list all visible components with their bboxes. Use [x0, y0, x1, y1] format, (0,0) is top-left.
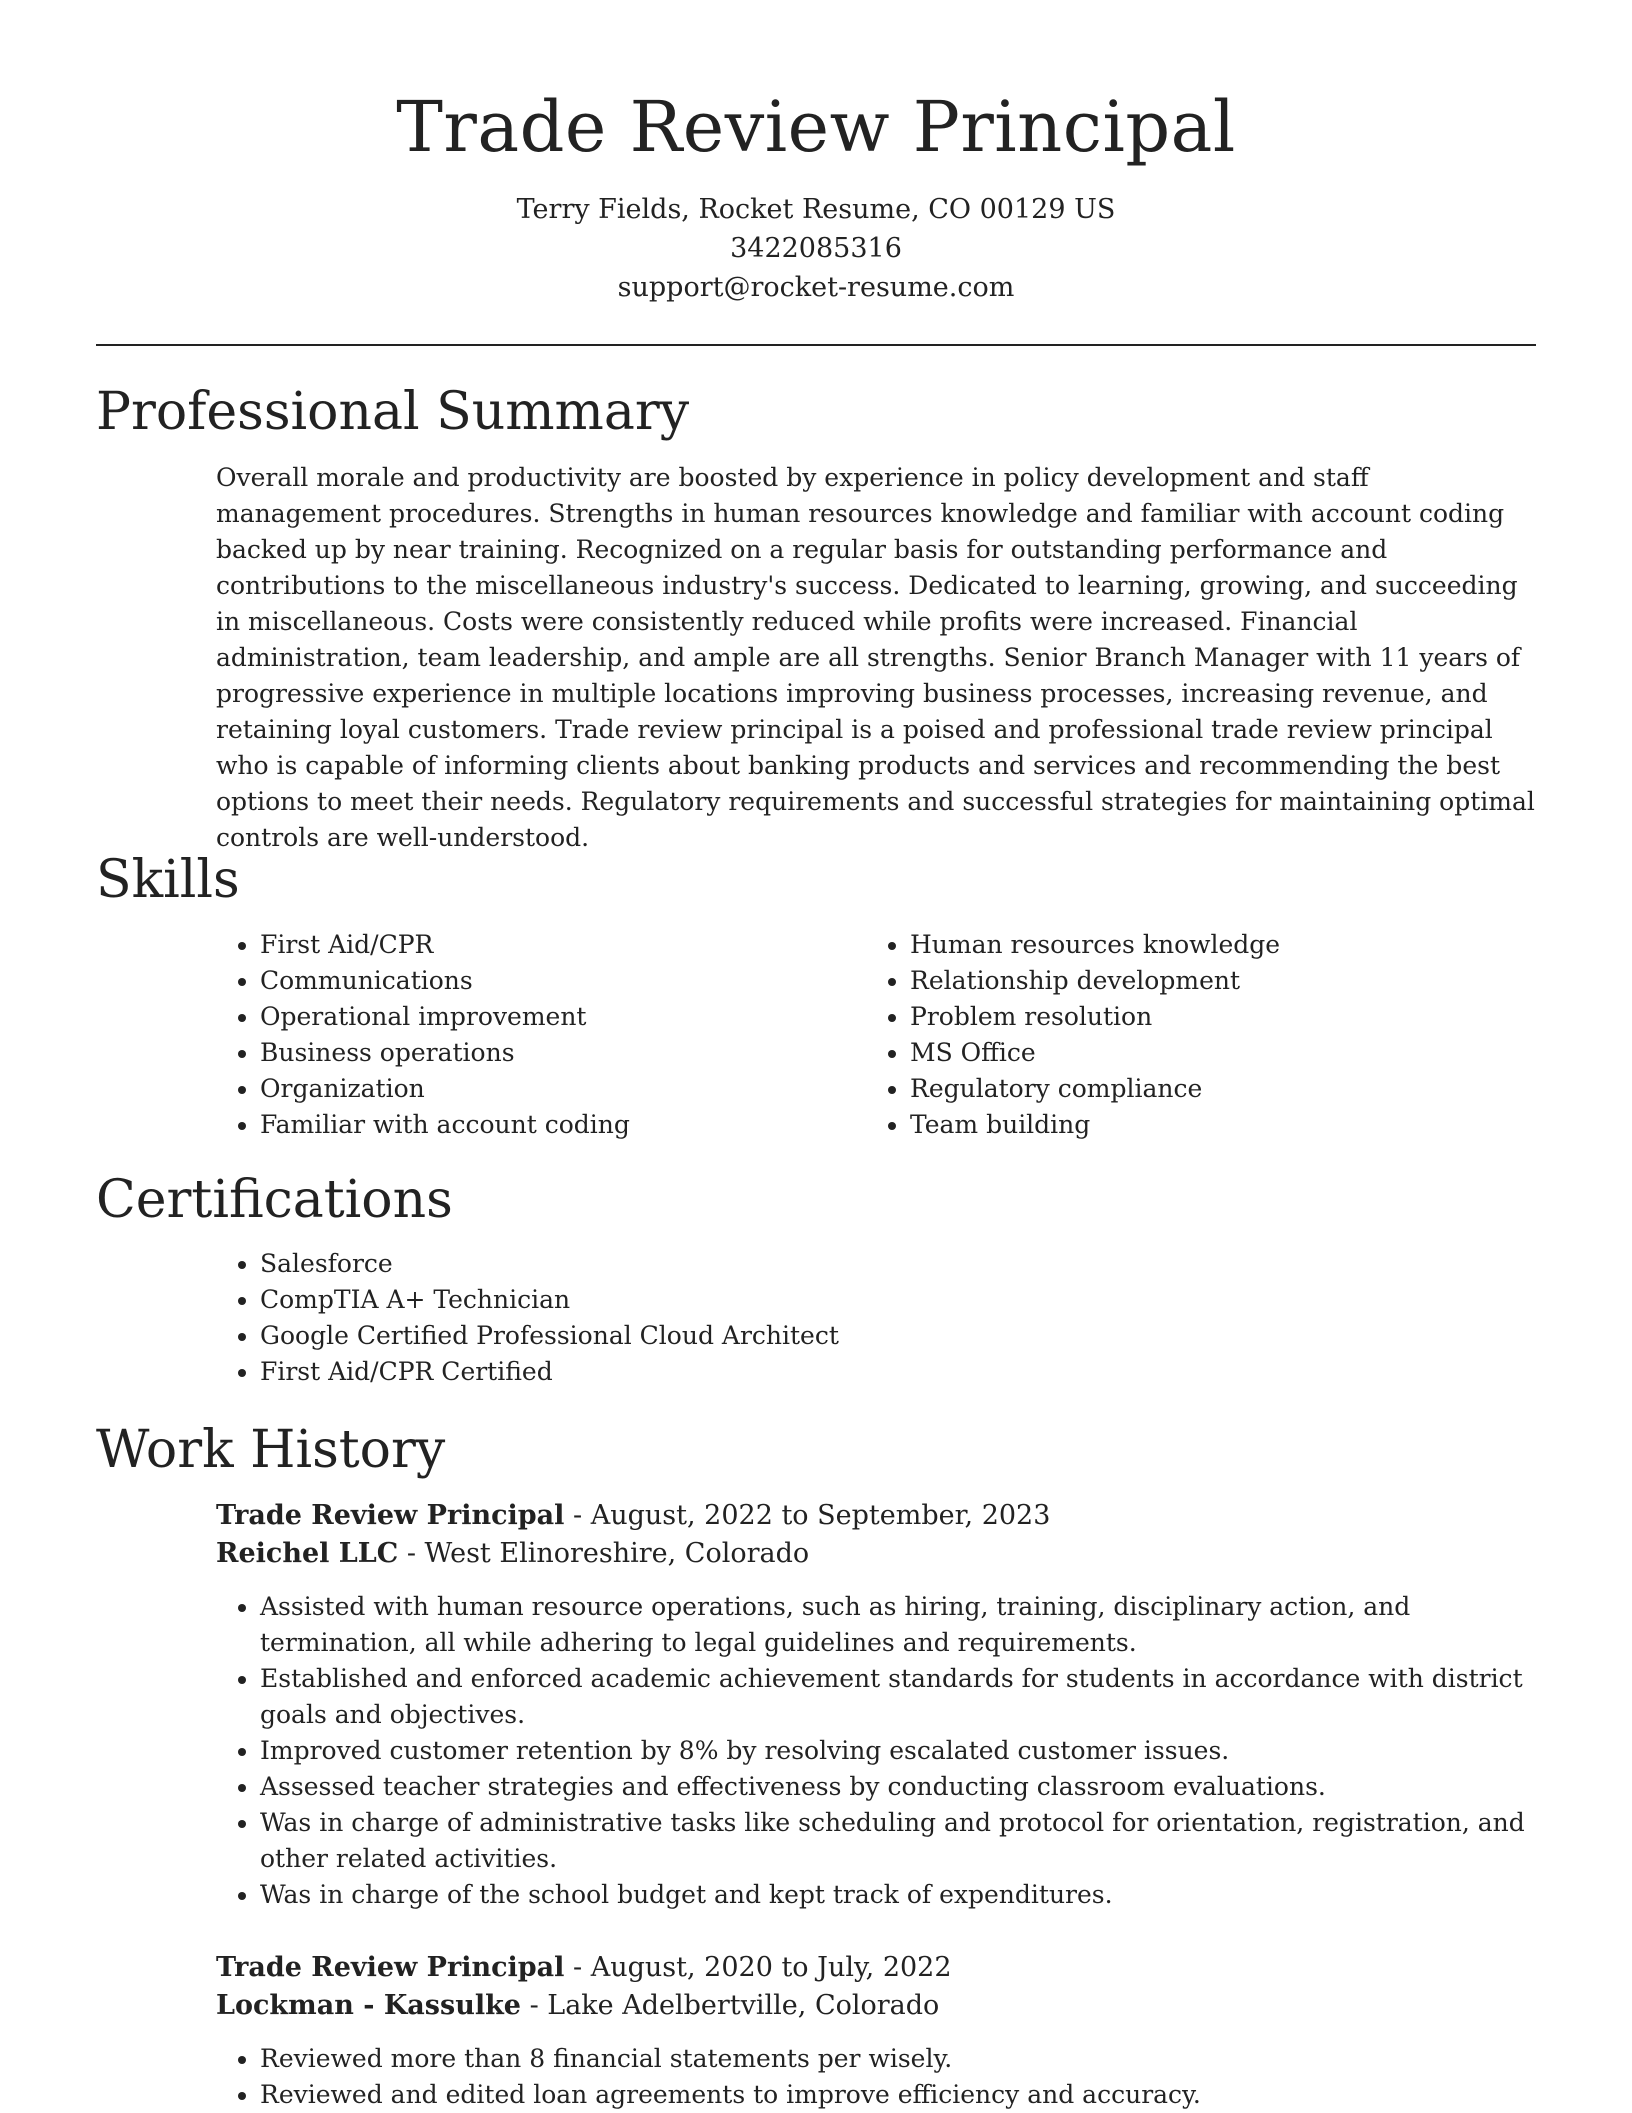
- skills-right-column: [866, 927, 1486, 1143]
- job-company: Reichel LLC: [216, 1538, 399, 1569]
- skill-item: • Communications: [260, 963, 836, 999]
- job-bullet: • Improved customer retention by 8% by resolving escalated customer issues.: [260, 1733, 1536, 1769]
- contact-address: Terry Fields, Rocket Resume, CO 00129 US: [516, 194, 1116, 225]
- job-company-line: [216, 1987, 1536, 2025]
- job-location: - Lake Adelbertville, Colorado: [520, 1990, 940, 2021]
- job-bullets: [216, 2041, 1536, 2113]
- skill-item: • Human resources knowledge: [910, 927, 1486, 963]
- job-bullet: • Assisted with human resource operations, such as hiring, training, disciplinary action, and termination, all while adhering to legal guidelines and requirements.: [260, 1589, 1536, 1661]
- skill-item: • MS Office: [910, 1035, 1486, 1071]
- job-location: - West Elinoreshire, Colorado: [398, 1538, 810, 1569]
- job-bullet: • Was in charge of the school budget and kept track of expenditures.: [260, 1877, 1536, 1913]
- certification-item: • First Aid/CPR Certified: [260, 1354, 1536, 1390]
- job-title-line: [216, 1949, 1536, 1987]
- header-divider: [96, 344, 1536, 346]
- certification-item: • Google Certified Professional Cloud Architect: [260, 1318, 1536, 1354]
- work-history-heading: Work History: [96, 1420, 446, 1480]
- job-role: Trade Review Principal: [216, 1500, 565, 1531]
- skill-item: • Familiar with account coding: [260, 1107, 836, 1143]
- skill-item: • Regulatory compliance: [910, 1071, 1486, 1107]
- skill-item: • First Aid/CPR: [260, 927, 836, 963]
- contact-email: support@rocket-resume.com: [617, 272, 1015, 303]
- skill-item: • Team building: [910, 1107, 1486, 1143]
- job-bullet: • Established and enforced academic achievement standards for students in accordance with district goals and objectives.: [260, 1661, 1536, 1733]
- certification-item: • CompTIA A+ Technician: [260, 1282, 1536, 1318]
- job-role: Trade Review Principal: [216, 1952, 565, 1983]
- job-company-line: [216, 1535, 1536, 1573]
- certifications-list: [216, 1246, 1536, 1390]
- job-dates: - August, 2022 to September, 2023: [564, 1500, 1051, 1531]
- contact-phone: 3422085316: [730, 233, 902, 264]
- job-dates: - August, 2020 to July, 2022: [564, 1952, 952, 1983]
- job-bullets: [216, 1589, 1536, 1913]
- job-entry: [216, 1949, 1536, 2113]
- skill-item: • Relationship development: [910, 963, 1486, 999]
- job-title-line: [216, 1497, 1536, 1535]
- certifications-heading: Certifications: [96, 1170, 453, 1230]
- job-bullet: • Reviewed and edited loan agreements to improve efficiency and accuracy.: [260, 2077, 1536, 2113]
- skills-heading: Skills: [96, 850, 240, 910]
- skills-left-column: [216, 927, 836, 1143]
- certification-item: • Salesforce: [260, 1246, 1536, 1282]
- resume-title: Trade Review Principal: [396, 86, 1236, 168]
- skills-right-list: [866, 927, 1486, 1143]
- contact-block: [96, 190, 1536, 307]
- job-bullet: • Reviewed more than 8 financial statements per wisely.: [260, 2041, 1536, 2077]
- skill-item: • Business operations: [260, 1035, 836, 1071]
- summary-text: Overall morale and productivity are boosted by experience in policy development and staff management procedures. Strengths in human resources knowledge and familiar with account coding backed up by near training. Recognized on a regular basis for outstanding performance and contributions to the miscellaneous industry's success. Dedicated to learning, growing, and succeeding in miscellaneous. Costs were consistently reduced while profits were increased. Financial administration, team leadership, and ample are all strengths. Senior Branch Manager with 11 years of progressive experience in multiple locations improving business processes, increasing revenue, and retaining loyal customers. Trade review principal is a poised and professional trade review principal who is capable of informing clients about banking products and services and recommending the best options to meet their needs. Regulatory requirements and successful strategies for maintaining optimal controls are well-understood.: [216, 463, 1535, 852]
- skill-item: • Organization: [260, 1071, 836, 1107]
- summary-heading: Professional Summary: [96, 382, 690, 442]
- skills-left-list: [216, 927, 836, 1143]
- job-bullet: • Assessed teacher strategies and effectiveness by conducting classroom evaluations.: [260, 1769, 1536, 1805]
- skill-item: • Operational improvement: [260, 999, 836, 1035]
- resume-page: [96, 0, 1536, 2109]
- skill-item: • Problem resolution: [910, 999, 1486, 1035]
- job-bullet: • Was in charge of administrative tasks like scheduling and protocol for orientation, registration, and other related activities.: [260, 1805, 1536, 1877]
- certifications-block: [216, 1246, 1536, 1390]
- job-company: Lockman - Kassulke: [216, 1990, 521, 2021]
- job-entry: [216, 1497, 1536, 1913]
